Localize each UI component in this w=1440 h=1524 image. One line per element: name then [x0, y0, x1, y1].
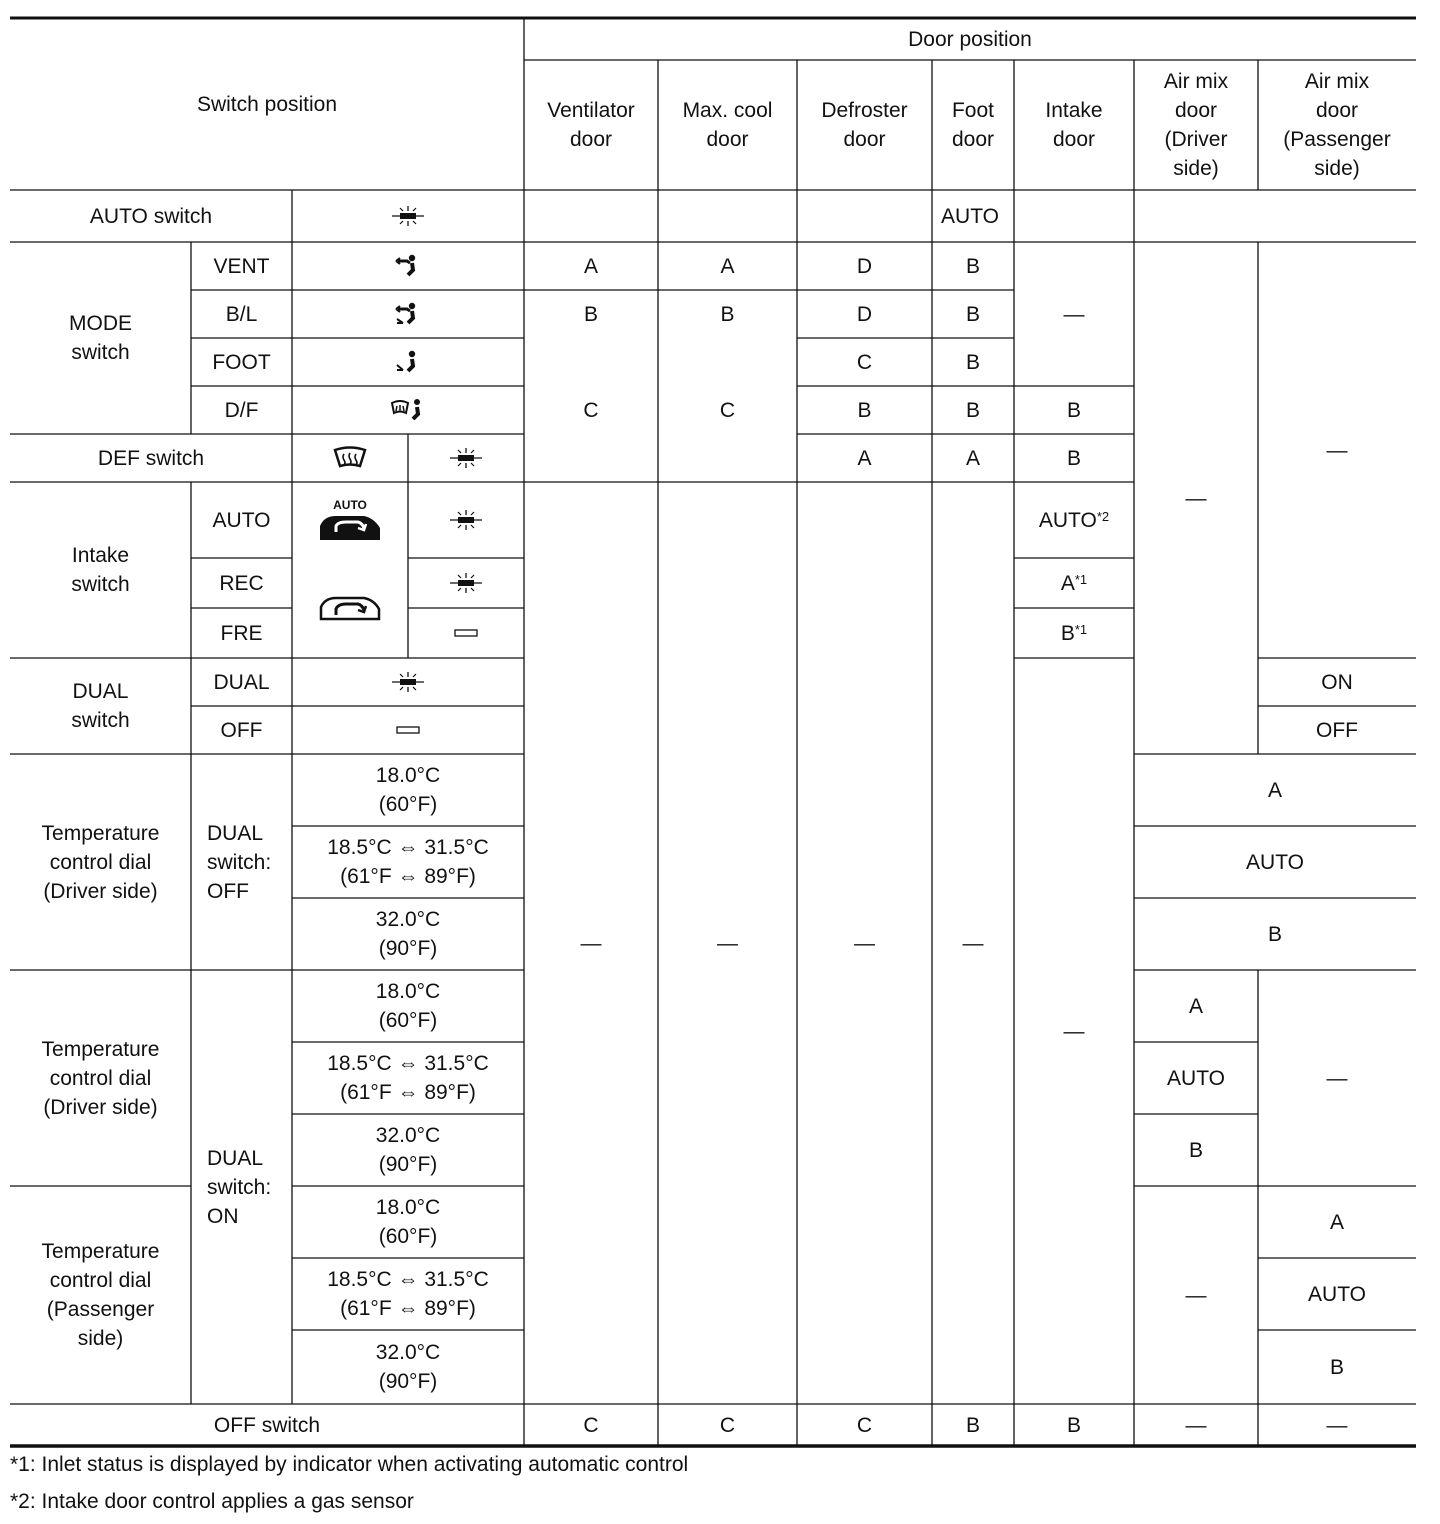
bl-foot: B — [965, 302, 980, 326]
dual-switch-on-label: DUAL switch: ON — [207, 1146, 272, 1228]
bilevel-mode-icon — [292, 290, 524, 338]
off-defroster: C — [856, 1413, 873, 1437]
dual-indicator-lit-icon — [292, 658, 524, 706]
dualoff-mix-low: A — [1267, 778, 1282, 802]
intake-switch-label: Intake switch — [71, 544, 130, 596]
off-air-mix-driver: — — [1185, 1413, 1207, 1437]
dual-on-passenger-mix: ON — [1321, 670, 1353, 694]
ventilator-dash-lower: — — [580, 931, 602, 955]
auto-switch-door-value: AUTO — [941, 204, 999, 228]
auto-switch-label: AUTO switch — [89, 204, 213, 228]
column-header-air-mix-driver: Air mix door (Driver side) — [1163, 70, 1229, 180]
intake-fre-label: FRE — [220, 621, 263, 645]
vent-mode-icon — [292, 242, 524, 290]
dual-dual-label: DUAL — [213, 670, 270, 694]
footnote-1: *1: Inlet status is displayed by indicator when activating automatic control — [10, 1453, 689, 1476]
temp-driver-dualoff-label: Temperature control dial (Driver side) — [41, 821, 160, 903]
intake-auto-value-text: AUTO — [1038, 508, 1097, 532]
vent-defroster: D — [856, 254, 873, 278]
dualon-driver-setting-mid: 18.5°C ⇔ 31.5°C (61°F ⇔ 89°F) — [327, 1052, 489, 1104]
defroster-icon — [292, 434, 408, 482]
column-header-max-cool: Max. cool door — [682, 99, 773, 151]
dualon-driver-setting-low: 18.0°C (60°F) — [375, 980, 441, 1032]
column-header-intake: Intake door — [1045, 99, 1103, 151]
df-defroster: B — [857, 398, 872, 422]
intake-rec-indicator-lit-icon — [408, 558, 524, 608]
door-position-table — [10, 16, 1416, 1448]
def-indicator-lit-icon — [408, 434, 524, 482]
mode-intake-dash: — — [1063, 302, 1085, 326]
column-header-defroster: Defroster door — [821, 99, 908, 151]
passenger-mix-low: A — [1329, 1210, 1344, 1234]
column-header-ventilator: Ventilator door — [547, 99, 635, 151]
vent-foot: B — [965, 254, 980, 278]
dual-switch-off-label: DUAL switch: OFF — [207, 821, 272, 903]
bl-max-cool: B — [720, 302, 735, 326]
foot-foot: B — [965, 350, 980, 374]
passenger-setting-low: 18.0°C (60°F) — [375, 1196, 441, 1248]
def-defroster: A — [857, 446, 872, 470]
mode-foot-label: FOOT — [212, 350, 271, 374]
intake-auto-indicator-lit-icon — [408, 482, 524, 558]
dualoff-mix-mid: AUTO — [1246, 850, 1304, 874]
dual-off-indicator-unlit-icon — [292, 706, 524, 754]
header-switch-position: Switch position — [196, 92, 338, 116]
mode-switch-label: MODE switch — [69, 312, 132, 364]
indicator-lit-icon — [292, 190, 524, 242]
dualon-driver-mix-mid: AUTO — [1167, 1066, 1225, 1090]
mode-df-label: D/F — [224, 398, 259, 422]
air-mix-passenger-dash-upper: — — [1326, 438, 1348, 462]
vent-max-cool: A — [720, 254, 735, 278]
def-foot: A — [965, 446, 980, 470]
foot-defroster: C — [856, 350, 873, 374]
auto-recirculation-icon-text: AUTO — [333, 498, 367, 512]
bl-ventilator: B — [583, 302, 598, 326]
mode-vent-label: VENT — [213, 254, 270, 278]
def-intake: B — [1066, 446, 1081, 470]
recirculation-icon — [292, 558, 408, 658]
passenger-setting-high: 32.0°C (90°F) — [375, 1341, 441, 1393]
dualon-driver-setting-high: 32.0°C (90°F) — [375, 1124, 441, 1176]
dualon-driver-passenger-mix-dash: — — [1326, 1066, 1348, 1090]
dualon-driver-mix-low: A — [1188, 994, 1203, 1018]
df-intake: B — [1066, 398, 1081, 422]
df-ventilator: C — [583, 398, 599, 422]
temp-driver-dualon-label: Temperature control dial (Driver side) — [41, 1037, 160, 1119]
column-header-foot: Foot door — [951, 99, 995, 151]
passenger-setting-mid: 18.5°C ⇔ 31.5°C (61°F ⇔ 89°F) — [327, 1268, 489, 1320]
passenger-mix-mid: AUTO — [1308, 1282, 1366, 1306]
intake-rec-label: REC — [219, 571, 264, 595]
dual-off-label: OFF — [220, 718, 263, 742]
off-ventilator: C — [583, 1413, 599, 1437]
off-intake: B — [1066, 1413, 1081, 1437]
passenger-driver-mix-dash: — — [1185, 1283, 1207, 1307]
column-header-air-mix-passenger: Air mix door (Passenger side) — [1283, 70, 1391, 180]
off-max-cool: C — [719, 1413, 736, 1437]
dualoff-setting-mid: 18.5°C ⇔ 31.5°C (61°F ⇔ 89°F) — [327, 836, 489, 888]
defrost-foot-mode-icon — [292, 386, 524, 434]
vent-ventilator: A — [583, 254, 598, 278]
dualoff-mix-high: B — [1267, 922, 1282, 946]
defroster-dash-lower: — — [854, 931, 875, 955]
auto-recirculation-icon — [292, 482, 408, 558]
intake-fre-value: B $^{*1}$ — [1014, 608, 1134, 658]
intake-rec-value: A $^{*1}$ — [1014, 558, 1134, 608]
df-max-cool: C — [719, 398, 736, 422]
intake-rec-value-text: A — [1060, 571, 1075, 595]
passenger-mix-high: B — [1329, 1355, 1344, 1379]
dual-off-passenger-mix: OFF — [1316, 718, 1358, 742]
off-foot: B — [965, 1413, 980, 1437]
intake-auto-value: AUTO $^{*2}$ — [1014, 482, 1134, 558]
df-foot: B — [965, 398, 980, 422]
header-door-position: Door position — [908, 27, 1032, 51]
def-switch-label: DEF switch — [97, 446, 205, 470]
dual-switch-label: DUAL switch — [71, 680, 130, 732]
intake-fre-indicator-unlit-icon — [408, 608, 524, 658]
foot-dash-lower: — — [962, 931, 984, 955]
dualon-driver-mix-high: B — [1188, 1138, 1203, 1162]
off-switch-label: OFF switch — [213, 1413, 321, 1437]
bl-defroster: D — [856, 302, 873, 326]
mode-bl-label: B/L — [225, 302, 258, 326]
dualoff-setting-low: 18.0°C (60°F) — [375, 764, 441, 816]
intake-fre-value-text: B — [1060, 621, 1075, 645]
dualoff-setting-high: 32.0°C (90°F) — [375, 908, 441, 960]
intake-auto-label: AUTO — [212, 508, 271, 532]
footnote-2: *2: Intake door control applies a gas sensor — [10, 1490, 414, 1513]
air-mix-driver-dash-upper: — — [1185, 486, 1207, 510]
temp-passenger-label: Temperature control dial (Passenger side) — [41, 1240, 160, 1350]
max-cool-dash-lower: — — [717, 931, 738, 955]
foot-mode-icon — [292, 338, 524, 386]
off-air-mix-passenger: — — [1326, 1413, 1348, 1437]
intake-dash-lower: — — [1063, 1019, 1085, 1043]
